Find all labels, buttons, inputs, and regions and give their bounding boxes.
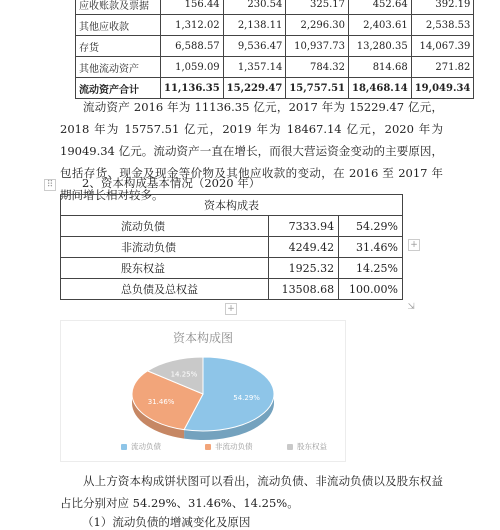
- pie-data-label: 31.46%: [147, 398, 175, 407]
- current-assets-table: [75, 0, 474, 99]
- legend-swatch: [121, 444, 127, 450]
- table-move-handle-icon[interactable]: ⠿: [44, 179, 56, 191]
- assets-cell: 2,403.61: [349, 15, 412, 36]
- assets-cell: 392.19: [411, 0, 474, 15]
- assets-cell: 2,538.53: [411, 15, 474, 36]
- assets-cell: 1,312.02: [161, 15, 224, 36]
- assets-cell: 2,138.11: [223, 15, 286, 36]
- capital-table-title: 资本构成表: [61, 195, 403, 216]
- add-row-icon[interactable]: +: [225, 303, 237, 315]
- assets-cell: 814.68: [349, 57, 412, 78]
- assets-cell: 6,588.57: [161, 36, 224, 57]
- capital-cell-value: 1925.32: [268, 258, 338, 279]
- legend-label: 流动负债: [131, 442, 161, 451]
- legend-item: [287, 441, 327, 453]
- assets-cell: 9,536.47: [223, 36, 286, 57]
- assets-cell: 784.32: [286, 57, 349, 78]
- legend-item: [121, 441, 161, 453]
- legend-swatch: [287, 444, 293, 450]
- pie-chart-svg: [61, 321, 345, 461]
- assets-cell: 230.54: [223, 0, 286, 15]
- assets-table-row: [76, 0, 474, 15]
- table-resize-icon[interactable]: ⇲: [407, 302, 415, 312]
- assets-row-label: 其他流动资产: [76, 57, 161, 78]
- assets-cell: 10,937.73: [286, 36, 349, 57]
- assets-table-row: [76, 36, 474, 57]
- capital-cell-pct: 14.25%: [339, 258, 403, 279]
- capital-table-row: [61, 258, 403, 279]
- capital-table-title-row: [61, 195, 403, 216]
- assets-cell: 11,136.35: [161, 78, 224, 99]
- assets-row-label: 存货: [76, 36, 161, 57]
- chart-title: 资本构成图: [172, 331, 233, 345]
- capital-cell-value: 13508.68: [268, 279, 338, 300]
- capital-table-row: [61, 237, 403, 258]
- capital-cell-name: 非流动负债: [61, 237, 269, 258]
- paragraph-chart-summary: 从上方资本构成饼状图可以看出，流动负债、非流动负债以及股东权益占比分别对应 54.29%、31.46%、14.25%。: [60, 474, 443, 510]
- pie-data-label: 14.25%: [170, 370, 198, 379]
- assets-cell: 2,296.30: [286, 15, 349, 36]
- assets-cell: 325.17: [286, 0, 349, 15]
- capital-structure-table: [60, 194, 403, 300]
- capital-cell-pct: 100.00%: [339, 279, 403, 300]
- assets-cell: 452.64: [349, 0, 412, 15]
- assets-row-label: 其他应收款: [76, 15, 161, 36]
- capital-cell-pct: 54.29%: [339, 216, 403, 237]
- pie-data-label: 54.29%: [233, 394, 260, 403]
- legend-label: 股东权益: [297, 442, 327, 451]
- legend-swatch: [205, 444, 211, 450]
- capital-cell-name: 股东权益: [61, 258, 269, 279]
- assets-cell: 15,757.51: [286, 78, 349, 99]
- assets-cell: 18,468.14: [349, 78, 412, 99]
- capital-cell-value: 7333.94: [268, 216, 338, 237]
- assets-cell: 15,229.47: [223, 78, 286, 99]
- paragraph-current-assets: 流动资产 2016 年为 11136.35 亿元，2017 年为 15229.47 亿元，2018 年为 15757.51 亿元，2019 年为 18467.14 亿元，2020 年为 19049.34 亿元。流动资产一直在增长，而很大营运资金变动的主要原因，包括存货、现金及现金等价物及其他应收款的变动，在 2016 至 2017 年期间增长相对较多。: [60, 100, 443, 202]
- assets-table-row: [76, 57, 474, 78]
- assets-row-label: 应收账款及票据: [76, 0, 161, 15]
- capital-cell-name: 流动负债: [61, 216, 269, 237]
- assets-cell: 1,357.14: [223, 57, 286, 78]
- capital-table-row: [61, 279, 403, 300]
- capital-cell-name: 总负债及总权益: [61, 279, 269, 300]
- assets-cell: 1,059.09: [161, 57, 224, 78]
- legend-label: 非流动负债: [215, 442, 253, 451]
- legend-item: [205, 441, 253, 453]
- assets-cell: 14,067.39: [411, 36, 474, 57]
- assets-table-row: [76, 15, 474, 36]
- add-column-icon[interactable]: +: [408, 239, 420, 251]
- capital-cell-pct: 31.46%: [339, 237, 403, 258]
- capital-table-row: [61, 216, 403, 237]
- heading-current-liabilities: （1）流动负债的增减变化及原因: [82, 515, 251, 529]
- assets-cell: 19,049.34: [411, 78, 474, 99]
- assets-cell: 13,280.35: [349, 36, 412, 57]
- capital-structure-chart: [60, 320, 346, 462]
- capital-cell-value: 4249.42: [268, 237, 338, 258]
- assets-cell: 156.44: [161, 0, 224, 15]
- assets-row-label: 流动资产合计: [76, 78, 161, 99]
- heading-capital-structure: 2、资本构成基本情况（2020 年）: [82, 176, 261, 190]
- assets-cell: 271.82: [411, 57, 474, 78]
